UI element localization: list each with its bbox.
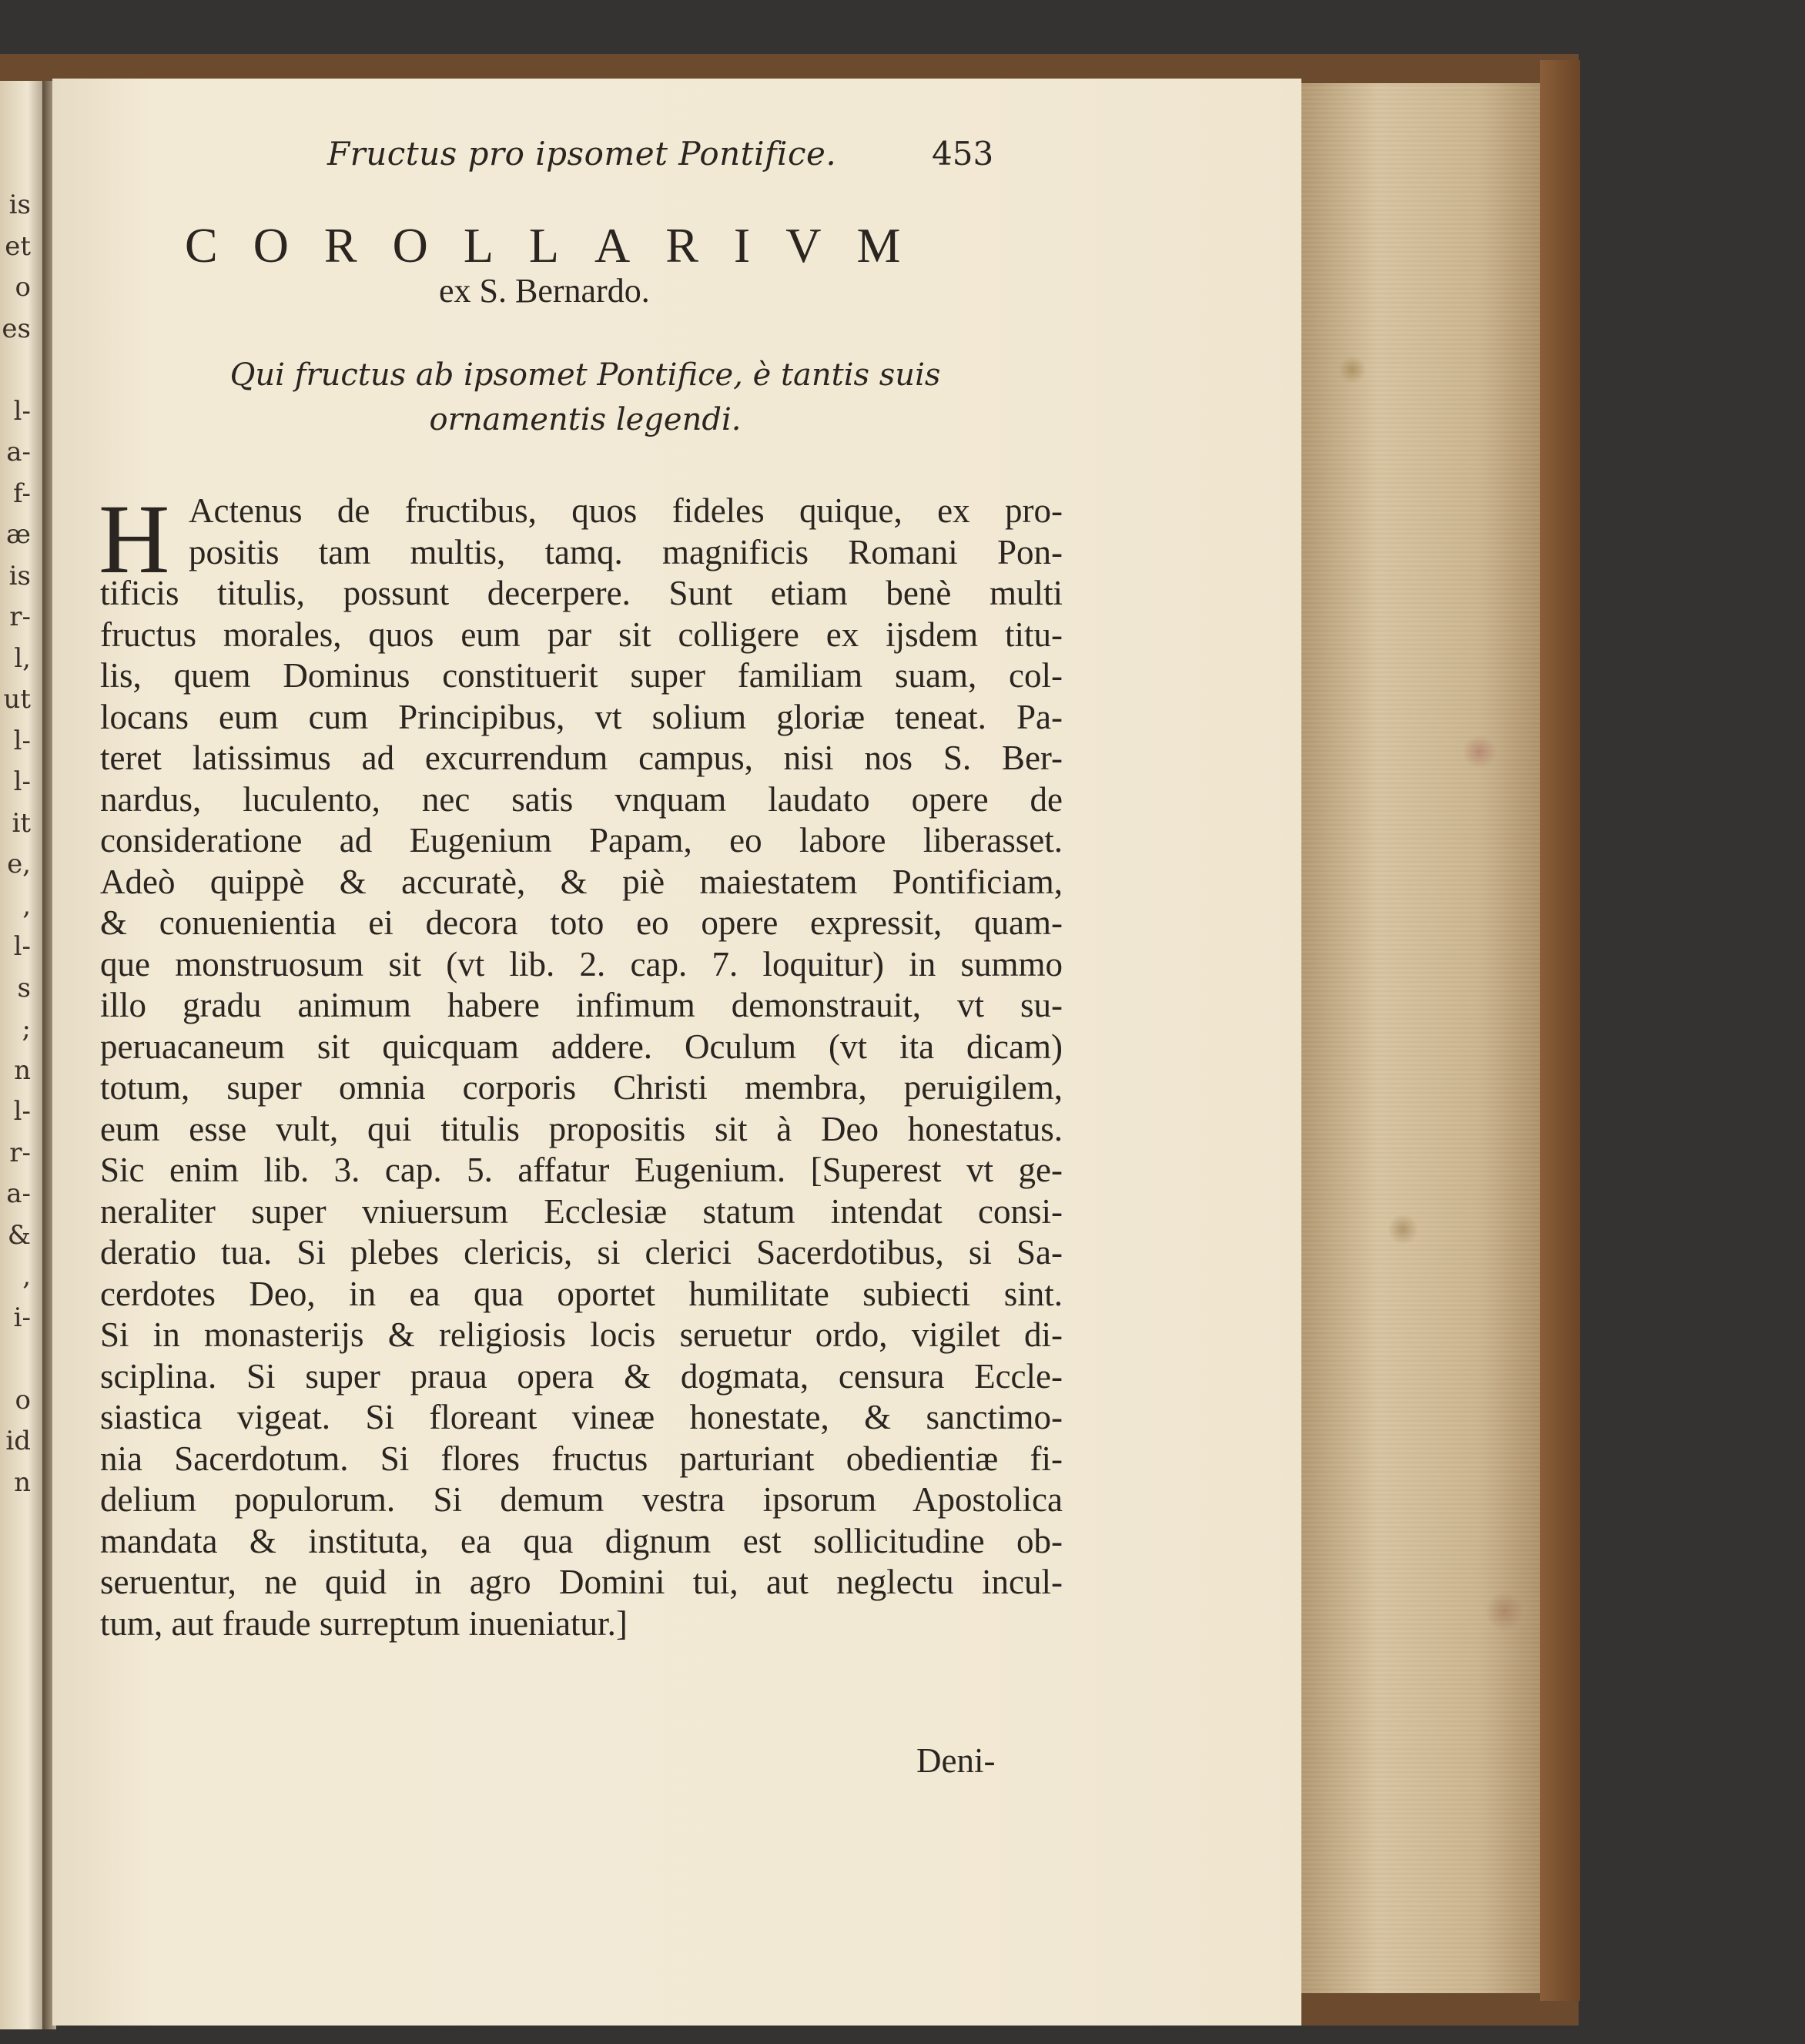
left-page-fragment: et (5, 230, 31, 262)
left-page-fragment: es (2, 313, 31, 344)
body-line: Adeò quippè & accuratè, & piè maiestatem Pontificiam, (100, 862, 1063, 901)
left-page-text-fragments (0, 185, 31, 1503)
body-line: mandata & instituta, ea qua dignum est sollicitudine ob- (100, 1521, 1063, 1560)
page-number: 453 (932, 135, 994, 173)
body-line: locans eum cum Principibus, vt solium gloriæ teneat. Pa- (100, 697, 1063, 736)
left-page-fragment: æ (6, 519, 31, 550)
left-page-fragment: is (8, 560, 31, 591)
left-page-fragment: ut (3, 684, 31, 715)
drop-cap: H (99, 484, 170, 594)
left-page-fragment: is (8, 189, 31, 220)
body-line: positis tam multis, tamq. magnificis Romani Pon- (189, 532, 1063, 571)
left-page-fragment: , (22, 1261, 31, 1292)
body-line: seruentur, ne quid in agro Domini tui, aut neglectu incul- (100, 1563, 1063, 1601)
body-line: que monstruosum sit (vt lib. 2. cap. 7. loquitur) in summo (100, 944, 1063, 983)
body-line: Sic enim lib. 3. cap. 5. affatur Eugenium. [Superest vt ge- (100, 1151, 1063, 1189)
left-page-fragment: a- (6, 437, 31, 467)
body-line: consideratione ad Eugenium Papam, eo labore liberasset. (100, 821, 1063, 859)
left-page-fragment: o (15, 272, 31, 303)
body-line: Actenus de fructibus, quos fideles quique, ex pro- (189, 491, 1063, 530)
left-page-fragment: r- (9, 601, 31, 632)
body-line: peruacaneum sit quicquam addere. Oculum (vt ita dicam) (100, 1027, 1063, 1066)
body-line: delium populorum. Si demum vestra ipsorum Apostolica (100, 1480, 1063, 1519)
body-line: illo gradu animum habere infimum demonstrauit, vt su- (100, 986, 1063, 1024)
left-page-fragment: id (5, 1426, 31, 1456)
body-line: nia Sacerdotum. Si flores fructus parturiant obedientiæ fi- (100, 1439, 1063, 1478)
body-line: teret latissimus ad excurrendum campus, nisi nos S. Ber- (100, 739, 1063, 777)
left-page-fragment: l- (13, 395, 31, 427)
left-page-fragment: , (22, 890, 31, 921)
section-heading-line: Qui fructus ab ipsomet Pontifice, è tantis suis (229, 357, 941, 393)
catchword: Deni- (916, 1741, 996, 1780)
left-page-fragment: n (14, 1054, 31, 1086)
chapter-title: COROLLARIVM (185, 218, 936, 273)
body-line: nardus, luculento, nec satis vnquam laudato opere de (100, 779, 1063, 819)
left-page-fragment: l, (14, 642, 31, 674)
body-line: lis, quem Dominus constituerit super familiam suam, col- (100, 656, 1063, 695)
left-page-fragment: l- (13, 766, 31, 797)
left-page-fragment: o (15, 1384, 31, 1416)
running-head: Fructus pro ipsomet Pontifice. (327, 135, 837, 173)
left-page-fragment (0, 1339, 31, 1380)
body-line: neraliter super vniuersum Ecclesiæ statum intendat consi- (100, 1191, 1063, 1231)
left-page-fragment: l- (13, 931, 31, 962)
left-page-fragment: e, (7, 849, 31, 880)
left-page-fragment: f- (13, 477, 31, 509)
body-line: tificis titulis, possunt decerpere. Sunt etiam benè multi (100, 574, 1063, 612)
left-page-fragment: i- (13, 1302, 31, 1333)
body-line: deratio tua. Si plebes clericis, si clerici Sacerdotibus, si Sa- (100, 1233, 1063, 1272)
section-heading-line: ornamentis legendi. (429, 402, 742, 437)
left-page-fragment: l- (13, 725, 31, 756)
body-line: siastica vigeat. Si floreant vineæ honestate, & sanctimo- (100, 1398, 1063, 1436)
left-page-fragment: l- (13, 1096, 31, 1127)
cover-edge (1540, 60, 1580, 2001)
body-line: cerdotes Deo, in ea qua oportet humilitate subiecti sint. (100, 1274, 1063, 1313)
chapter-subtitle: ex S. Bernardo. (439, 272, 650, 310)
body-text (99, 484, 1063, 1644)
left-page-fragment: ; (22, 1014, 31, 1044)
body-line: fructus morales, quos eum par sit colligere ex ijsdem titu- (100, 615, 1063, 654)
left-page-fragment: r- (9, 1137, 31, 1168)
body-line: totum, super omnia corporis Christi membra, peruigilem, (100, 1068, 1063, 1107)
page-fore-edge (1301, 83, 1556, 1993)
left-page-fragment: s (17, 972, 31, 1004)
body-line: Si in monasterijs & religiosis locis seruetur ordo, vigilet di- (100, 1315, 1063, 1354)
body-line: sciplina. Si super praua opera & dogmata, censura Eccle- (100, 1356, 1063, 1396)
body-line: & conuenientia ei decora toto eo opere expressit, quam- (100, 903, 1063, 942)
left-page-fragment (0, 350, 31, 391)
left-page-fragment: n (14, 1466, 31, 1498)
body-line: eum esse vult, qui titulis propositis sit à Deo honestatus. (100, 1109, 1063, 1148)
body-line: tum, aut fraude surreptum inueniatur.] (100, 1603, 628, 1643)
left-page-fragment: & (7, 1219, 31, 1251)
left-page-fragment: it (12, 807, 31, 839)
section-heading (208, 353, 963, 442)
left-page-fragment: a- (6, 1178, 31, 1209)
